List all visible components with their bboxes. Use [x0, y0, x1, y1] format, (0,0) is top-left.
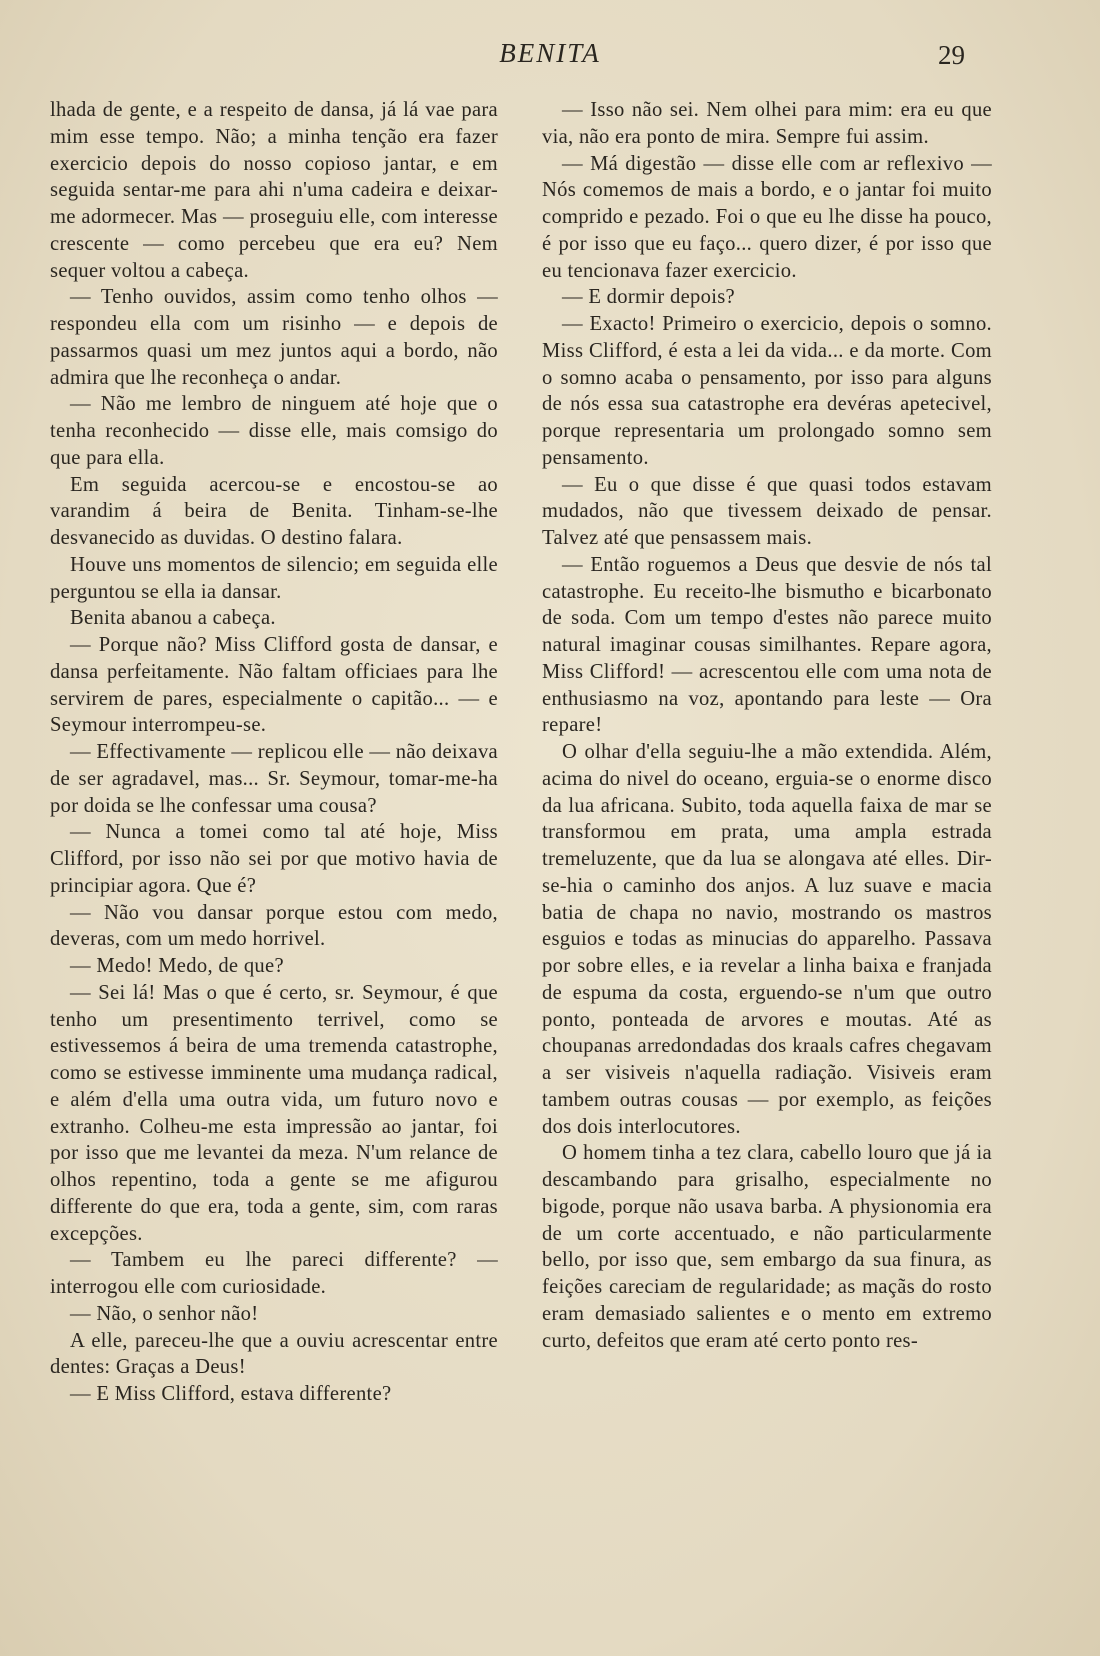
paragraph: A elle, pareceu-lhe que a ouviu acrescentar entre dentes: Graças a Deus! — [50, 1329, 498, 1379]
paragraph: — Exacto! Primeiro o exercicio, depois o somno. Miss Clifford, é esta a lei da vida... e da morte. Com o somno acaba o pensamento, por isso para alguns de nós essa sua catastrophe era devéras apetecivel, porque representaria um prolongado somno sem pensamento. — [542, 313, 992, 469]
paragraph: — Má digestão — disse elle com ar reflexivo — Nós comemos de mais a bordo, e o jantar foi muito comprido e pezado. Foi o que eu lhe disse ha pouco, é por isso que eu faço... quero dizer, é por isso que eu tencionava fazer exercicio. — [542, 152, 992, 282]
paragraph: Houve uns momentos de silencio; em seguida elle perguntou se ella ia dansar. — [50, 553, 498, 603]
left-column — [50, 97, 498, 1408]
paragraph: lhada de gente, e a respeito de dansa, já lá vae para mim esse tempo. Não; a minha tenção era fazer exercicio depois do nosso copioso jantar, e em seguida sentar-me para ahi n'uma cadeira e deixar-me adormecer. Mas — proseguiu elle, com interesse crescente — como percebeu que era eu? Nem sequer voltou a cabeça. — [50, 99, 498, 282]
paragraph: — Não vou dansar porque estou com medo, deveras, com um medo horrivel. — [50, 901, 498, 951]
paragraph: Benita abanou a cabeça. — [70, 607, 276, 630]
paragraph: O homem tinha a tez clara, cabello louro que já ia descambando para grisalho, especialmente no bigode, porque não usava barba. A physionomia era de um corte accentuado, e não particularmente bello, por isso que, sem embargo da sua finura, as feições careciam de regularidade; as maçãs do rosto eram demasiado salientes e o mento em extremo curto, defeitos que eram até certo ponto res- — [542, 1142, 992, 1352]
paragraph: — Tambem eu lhe pareci differente? — interrogou elle com curiosidade. — [50, 1249, 498, 1298]
paragraph: — E dormir depois? — [562, 286, 735, 309]
paragraph: — Eu o que disse é que quasi todos estavam mudados, não que tivessem deixado de pensar. Talvez até que pensassem mais. — [542, 473, 992, 549]
paragraph: — Não, o senhor não! — [70, 1302, 259, 1325]
page-number: 29 — [938, 40, 965, 70]
running-title: BENITA — [499, 38, 601, 68]
paragraph: — Sei lá! Mas o que é certo, sr. Seymour, é que tenho um presentimento terrivel, como se estivessemos á beira de uma tremenda catastrophe, como se estivesse imminente uma mudança radical, e além d'ella uma outra vida, um futuro novo e extranho. Colheu-me esta impressão ao jantar, foi por isso que me levantei da meza. N'um relance de olhos repentino, toda a gente se me afigurou differente do que era, toda a gente, sim, com raras excepções. — [50, 981, 498, 1245]
paragraph: — Porque não? Miss Clifford gosta de dansar, e dansa perfeitamente. Não faltam officiaes para lhe servirem de pares, especialmente o capitão... — e Seymour interrompeu-se. — [50, 634, 498, 737]
paragraph: — Então roguemos a Deus que desvie de nós tal catastrophe. Eu receito-lhe bismutho e bicarbonato de soda. Com um tempo d'estes não parece muito natural imaginar cousas similhantes. Repare agora, Miss Clifford! — acrescentou elle com uma nota de enthusiasmo na voz, apontando para leste — Ora repare! — [542, 553, 992, 737]
paragraph: — Nunca a tomei como tal até hoje, Miss Clifford, por isso não sei por que motivo havia de principiar agora. Que é? — [50, 821, 498, 897]
paragraph: — Isso não sei. Nem olhei para mim: era eu que via, não era ponto de mira. Sempre fui assim. — [542, 99, 992, 148]
paragraph: — Effectivamente — replicou elle — não deixava de ser agradavel, mas... Sr. Seymour, tomar-me-ha por doida se lhe confessar uma cousa? — [50, 741, 498, 817]
right-column — [542, 97, 992, 1354]
paragraph: Em seguida acercou-se e encostou-se ao varandim á beira de Benita. Tinham-se-lhe desvanecido as duvidas. O destino falara. — [50, 473, 498, 549]
paragraph: — Não me lembro de ninguem até hoje que o tenha reconhecido — disse elle, mais comsigo do que para ella. — [50, 393, 498, 469]
paragraph: — Medo! Medo, de que? — [70, 955, 284, 977]
paragraph: O olhar d'ella seguiu-lhe a mão extendida. Além, acima do nivel do oceano, erguia-se o enorme disco da lua africana. Subito, toda aquella faixa de mar se transformou em prata, uma ampla estrada tremeluzente, que da lua se alongava até elles. Dir-se-hia o caminho dos anjos. A luz suave e macia batia de chapa no navio, mostrando os mastros esguios e todas as minucias do apparelho. Passava por sobre elles, e ia revelar a linha baixa e franjada de espuma da costa, erguendo-se n'um que outro ponto, ponteada de arvores e moutas. Até as choupanas arredondadas dos kraals cafres chegavam a ser visiveis n'aquella radiação. Visiveis eram tambem outras cousas — por exemplo, as feições dos dois interlocutores. — [542, 741, 992, 1138]
paragraph: — Tenho ouvidos, assim como tenho olhos — respondeu ella com um risinho — e depois de passarmos quasi um mez juntos aqui a bordo, não admira que lhe reconheça o andar. — [50, 286, 498, 389]
paragraph: — E Miss Clifford, estava differente? — [70, 1383, 392, 1405]
